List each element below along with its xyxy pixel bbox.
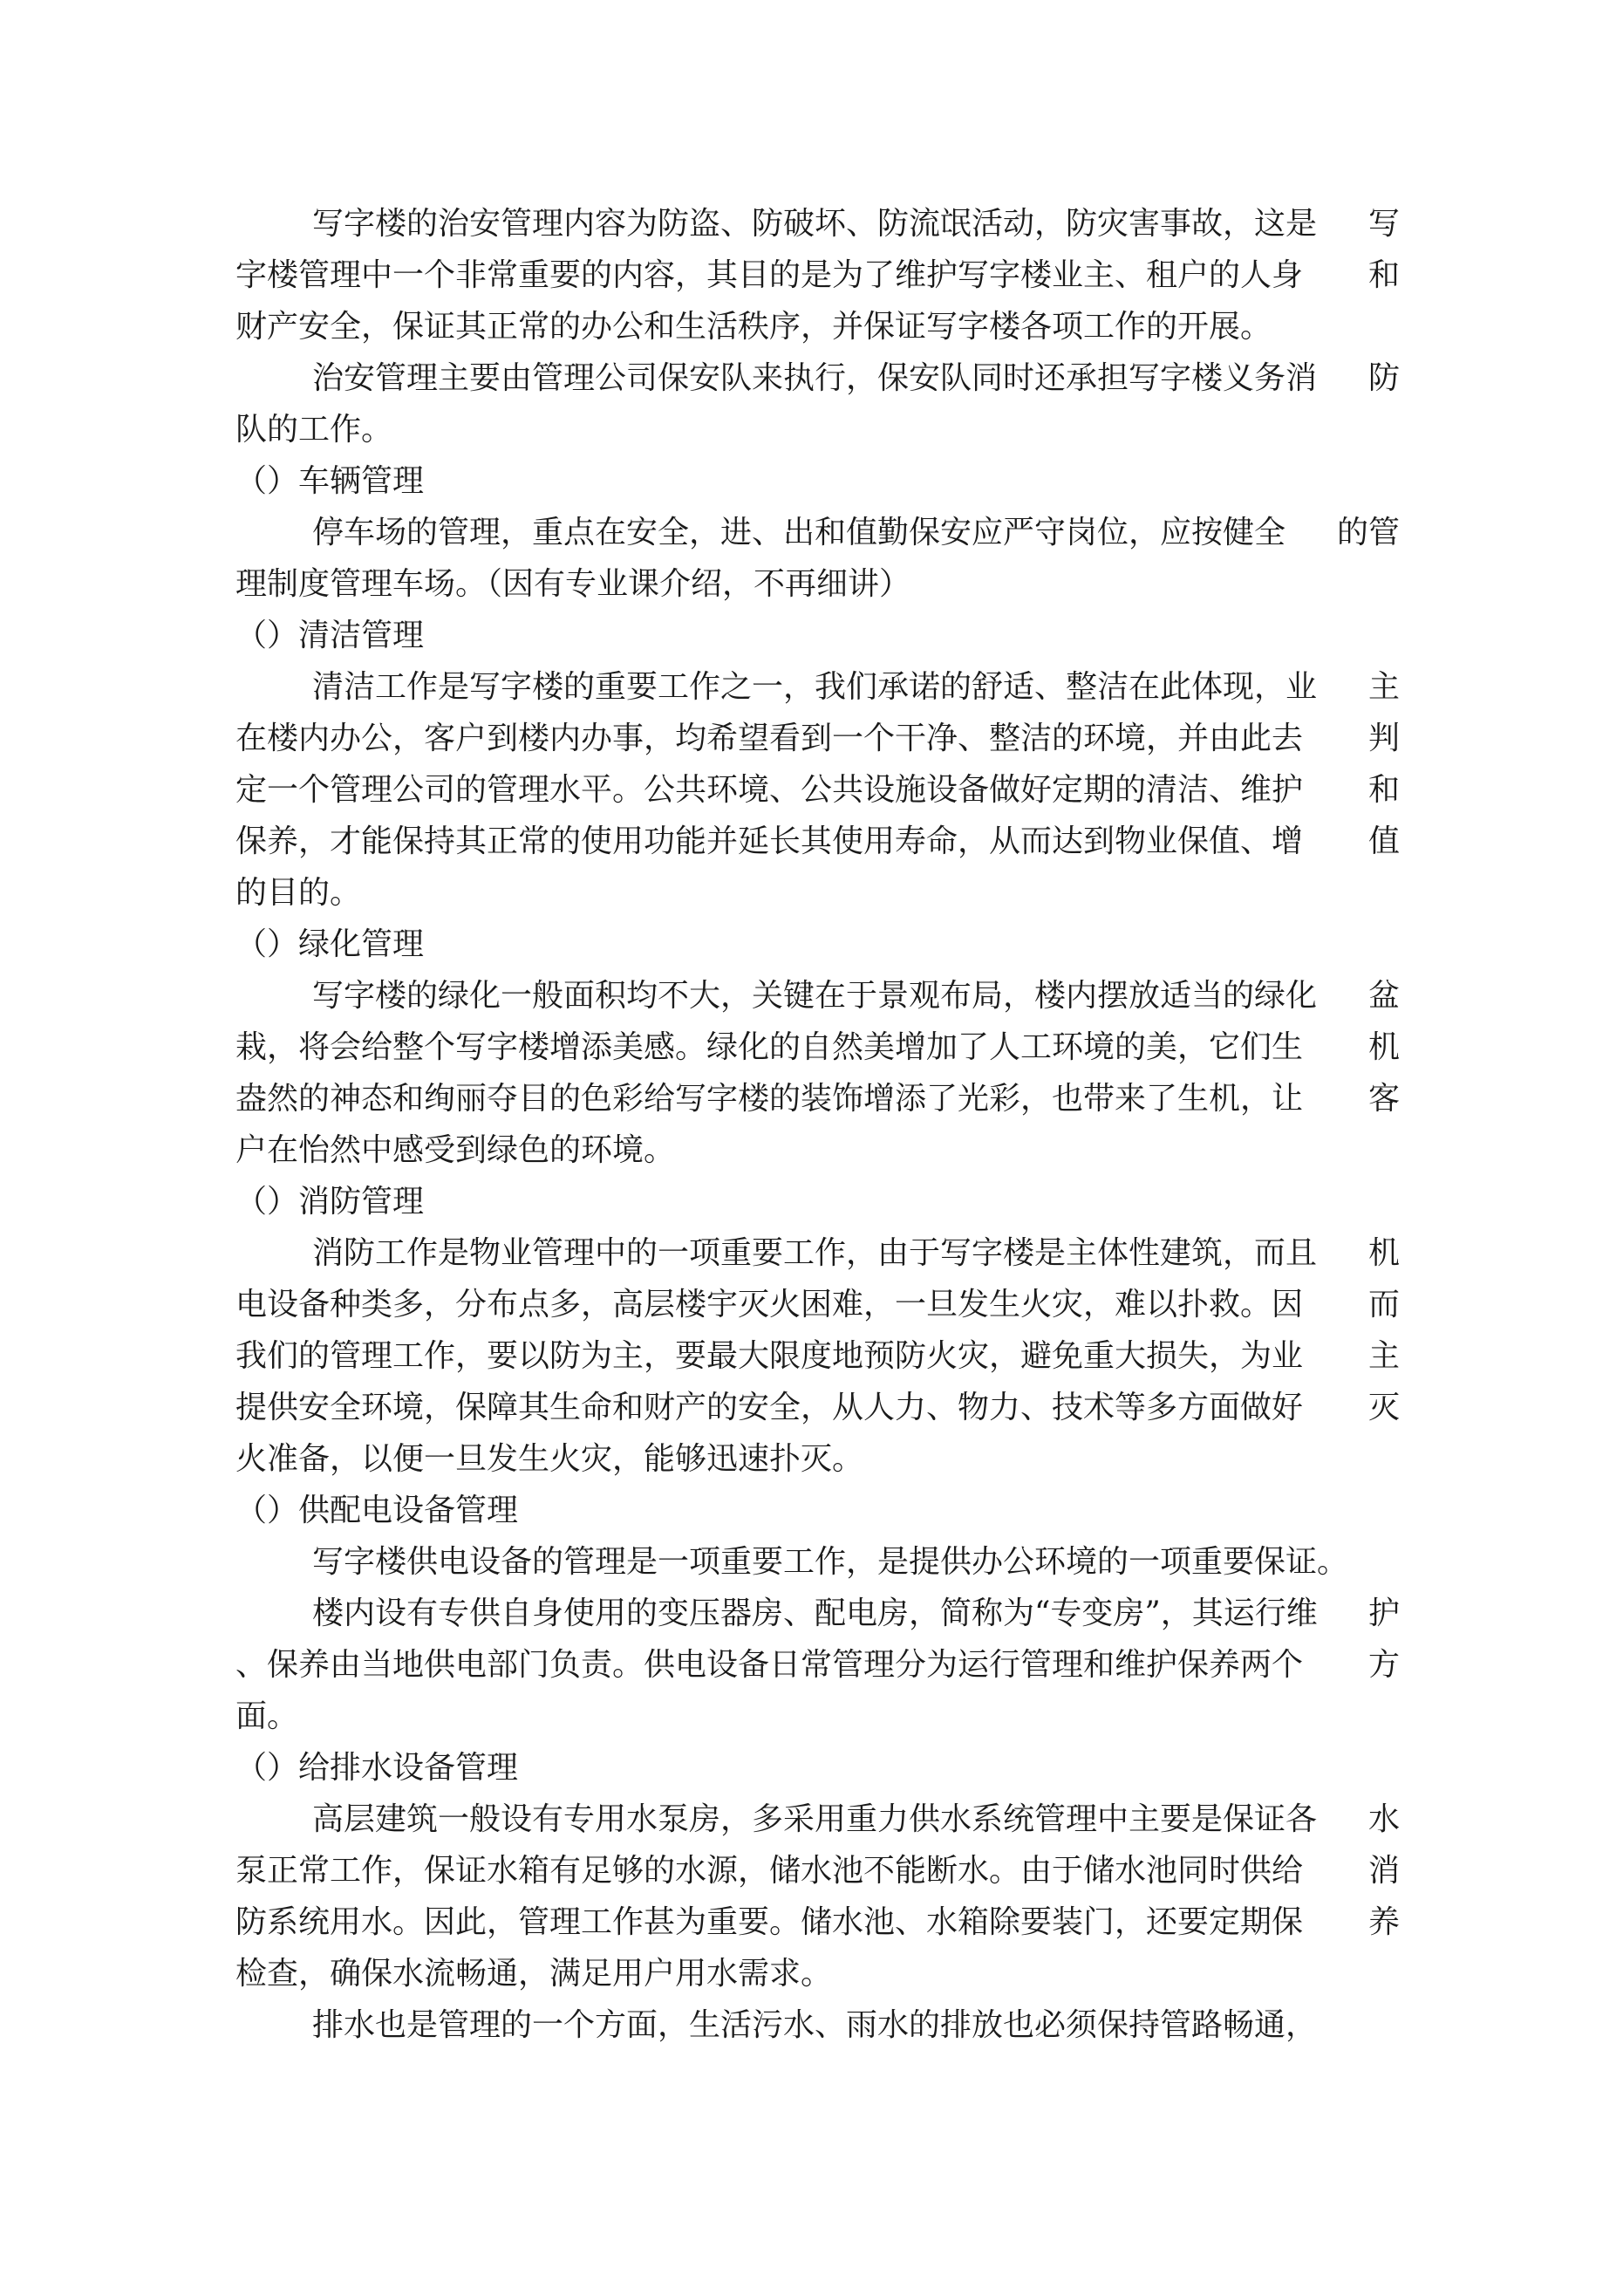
line-edge-text: 值 [1367, 823, 1400, 859]
line-edge-text: 的管 [1336, 515, 1400, 550]
line-text: 栽，将会给整个写字楼增添美感。绿化的自然美增加了人工环境的美，它们生 [235, 1029, 1304, 1065]
line-text: 写字楼的绿化一般面积均不大，关键在于景观布局，楼内摆放适当的绿化 [312, 978, 1318, 1014]
paragraph-line [235, 1691, 1400, 1742]
line-edge-text: 和 [1367, 772, 1400, 808]
line-text: 保养，才能保持其正常的使用功能并延长其使用寿命，从而达到物业保值、增 [235, 823, 1304, 859]
line-edge-text: 消 [1367, 1853, 1400, 1889]
line-text: 写字楼供电设备的管理是一项重要工作，是提供办公环境的一项重要保证。 [312, 1544, 1349, 1580]
paragraph-line [235, 1227, 1400, 1279]
paragraph-line [235, 249, 1400, 301]
line-edge-text: 机 [1367, 1235, 1400, 1271]
line-text: 我们的管理工作，要以防为主，要最大限度地预防火灾，避免重大损失，为业 [235, 1338, 1304, 1374]
section-heading [235, 610, 1400, 661]
line-text: 队的工作。 [235, 412, 393, 448]
paragraph-line [235, 1279, 1400, 1330]
section-heading [235, 1485, 1400, 1536]
line-text: 楼内设有专供自身使用的变压器房、配电房，简称为“专变房”，其运行维 [312, 1596, 1318, 1631]
line-text: 火准备，以便一旦发生火灾，能够迅速扑灭。 [235, 1441, 864, 1477]
line-text: （）消防管理 [235, 1184, 425, 1220]
line-edge-text: 护 [1367, 1596, 1400, 1631]
line-edge-text: 机 [1367, 1029, 1400, 1065]
line-text: 理制度管理车场。（因有专业课介绍，不再细讲） [235, 566, 911, 602]
line-text: 消防工作是物业管理中的一项重要工作，由于写字楼是主体性建筑，而且 [312, 1235, 1318, 1271]
section-heading [235, 1742, 1400, 1794]
line-text: 排水也是管理的一个方面，生活污水、雨水的排放也必须保持管路畅通， [312, 2007, 1318, 2043]
paragraph-line [235, 1639, 1400, 1691]
paragraph-line [235, 1022, 1400, 1073]
paragraph-line [235, 816, 1400, 867]
line-text: 高层建筑一般设有专用水泵房，多采用重力供水系统管理中主要是保证各 [312, 1801, 1318, 1837]
line-text: 、保养由当地供电部门负责。供电设备日常管理分为运行管理和维护保养两个 [235, 1647, 1304, 1683]
line-edge-text: 灭 [1367, 1390, 1400, 1425]
line-edge-text: 水 [1367, 1801, 1400, 1837]
line-text: 的目的。 [235, 875, 362, 911]
line-text: 电设备种类多，分布点多，高层楼宇灭火困难，一旦发生火灾，难以扑救。因 [235, 1287, 1304, 1322]
paragraph-line [235, 301, 1400, 352]
paragraph-line [235, 1433, 1400, 1485]
line-text: 防系统用水。因此，管理工作甚为重要。储水池、水箱除要装门，还要定期保 [235, 1904, 1304, 1940]
section-heading [235, 919, 1400, 970]
paragraph-line [235, 1896, 1400, 1948]
line-text: （）清洁管理 [235, 618, 425, 653]
line-edge-text: 养 [1367, 1904, 1400, 1940]
paragraph-line [235, 1124, 1400, 1176]
paragraph-line [235, 404, 1400, 455]
paragraph-line [235, 970, 1400, 1022]
paragraph-line [235, 1794, 1400, 1845]
paragraph-line [235, 1536, 1400, 1588]
line-text: 治安管理主要由管理公司保安队来执行，保安队同时还承担写字楼义务消 [312, 360, 1318, 396]
line-text: 字楼管理中一个非常重要的内容，其目的是为了维护写字楼业主、租户的人身 [235, 257, 1304, 293]
line-text: 在楼内办公，客户到楼内办事，均希望看到一个干净、整洁的环境，并由此去 [235, 721, 1304, 756]
line-edge-text: 方 [1367, 1647, 1400, 1683]
line-edge-text: 防 [1367, 360, 1400, 396]
paragraph-line [235, 764, 1400, 816]
line-text: 检查，确保水流畅通，满足用户用水需求。 [235, 1956, 833, 1992]
line-edge-text: 客 [1367, 1081, 1400, 1117]
paragraph-line [235, 661, 1400, 713]
line-text: （）绿化管理 [235, 926, 425, 962]
line-edge-text: 盆 [1367, 978, 1400, 1014]
paragraph-line [235, 507, 1400, 558]
paragraph-line [235, 867, 1400, 919]
line-text: 财产安全，保证其正常的办公和生活秩序，并保证写字楼各项工作的开展。 [235, 309, 1272, 345]
document-body [235, 198, 1400, 2051]
line-edge-text: 写 [1367, 206, 1400, 242]
paragraph-line [235, 1382, 1400, 1433]
section-heading [235, 1176, 1400, 1227]
paragraph-line [235, 1948, 1400, 1999]
line-text: 停车场的管理，重点在安全，进、出和值勤保安应严守岗位，应按健全 [312, 515, 1286, 550]
line-text: （）车辆管理 [235, 463, 425, 499]
paragraph-line [235, 1330, 1400, 1382]
line-text: 提供安全环境，保障其生命和财产的安全，从人力、物力、技术等多方面做好 [235, 1390, 1304, 1425]
line-edge-text: 而 [1367, 1287, 1400, 1322]
paragraph-line [235, 1999, 1400, 2051]
line-edge-text: 主 [1367, 669, 1400, 705]
line-edge-text: 主 [1367, 1338, 1400, 1374]
paragraph-line [235, 1845, 1400, 1896]
line-text: 清洁工作是写字楼的重要工作之一，我们承诺的舒适、整洁在此体现，业 [312, 669, 1318, 705]
line-text: 写字楼的治安管理内容为防盗、防破坏、防流氓活动，防灾害事故，这是 [312, 206, 1318, 242]
line-edge-text: 判 [1367, 721, 1400, 756]
line-text: 盎然的神态和绚丽夺目的色彩给写字楼的装饰增添了光彩，也带来了生机，让 [235, 1081, 1304, 1117]
paragraph-line [235, 198, 1400, 249]
paragraph-line [235, 713, 1400, 764]
paragraph-line [235, 1073, 1400, 1124]
paragraph-line [235, 558, 1400, 610]
line-edge-text: 和 [1367, 257, 1400, 293]
line-text: 户在怡然中感受到绿色的环境。 [235, 1132, 676, 1168]
line-text: （）供配电设备管理 [235, 1493, 519, 1528]
line-text: 面。 [235, 1698, 299, 1734]
line-text: 泵正常工作，保证水箱有足够的水源，储水池不能断水。由于储水池同时供给 [235, 1853, 1304, 1889]
line-text: 定一个管理公司的管理水平。公共环境、公共设施设备做好定期的清洁、维护 [235, 772, 1304, 808]
paragraph-line [235, 352, 1400, 404]
line-text: （）给排水设备管理 [235, 1750, 519, 1786]
section-heading [235, 455, 1400, 507]
paragraph-line [235, 1588, 1400, 1639]
